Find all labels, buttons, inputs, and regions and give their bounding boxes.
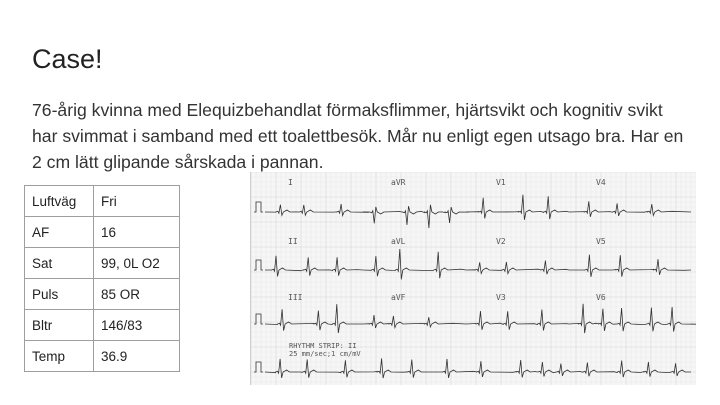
ecg-rhythm-note: RHYTHM STRIP: II	[289, 342, 357, 350]
slide-title: Case!	[32, 44, 103, 74]
vital-value: 36.9	[94, 341, 180, 372]
vital-value: 85 OR	[94, 279, 180, 310]
vital-label: Luftväg	[25, 186, 94, 217]
ecg-lead-label: aVR	[391, 178, 406, 187]
ecg-lead-label: V4	[596, 178, 606, 187]
case-description: 76-årig kvinna med Elequizbehandlat förmaksflimmer, hjärtsvikt och kognitiv svikt har svimmat i samband med ett toalettbesök. Mår nu enligt egen utsago bra. Har en 2 cm lätt glipande sårskada i pannan.	[32, 100, 684, 172]
vital-value: 99, 0L O2	[94, 248, 180, 279]
table-row	[25, 341, 180, 372]
table-row	[25, 310, 180, 341]
ecg-lead-label: V2	[496, 237, 506, 246]
ecg-image	[250, 172, 696, 385]
ecg-lead-label: I	[288, 178, 293, 187]
vital-label: Sat	[25, 248, 94, 279]
vitals-table	[24, 185, 180, 372]
ecg-lead-label: V6	[596, 293, 606, 302]
ecg-trace	[251, 172, 696, 385]
vital-label: AF	[25, 217, 94, 248]
ecg-lead-label: II	[288, 237, 298, 246]
ecg-lead-label: III	[288, 293, 303, 302]
ecg-speed-note: 25 mm/sec;1 cm/mV	[289, 350, 361, 358]
table-row	[25, 279, 180, 310]
ecg-lead-label: aVL	[391, 237, 406, 246]
ecg-lead-label: aVF	[391, 293, 406, 302]
vital-label: Temp	[25, 341, 94, 372]
ecg-lead-label: V5	[596, 237, 606, 246]
vital-label: Bltr	[25, 310, 94, 341]
vital-value: Fri	[94, 186, 180, 217]
table-row	[25, 248, 180, 279]
vital-label: Puls	[25, 279, 94, 310]
table-row	[25, 217, 180, 248]
vital-value: 146/83	[94, 310, 180, 341]
table-row	[25, 186, 180, 217]
vital-value: 16	[94, 217, 180, 248]
ecg-lead-label: V3	[496, 293, 506, 302]
ecg-lead-label: V1	[496, 178, 506, 187]
